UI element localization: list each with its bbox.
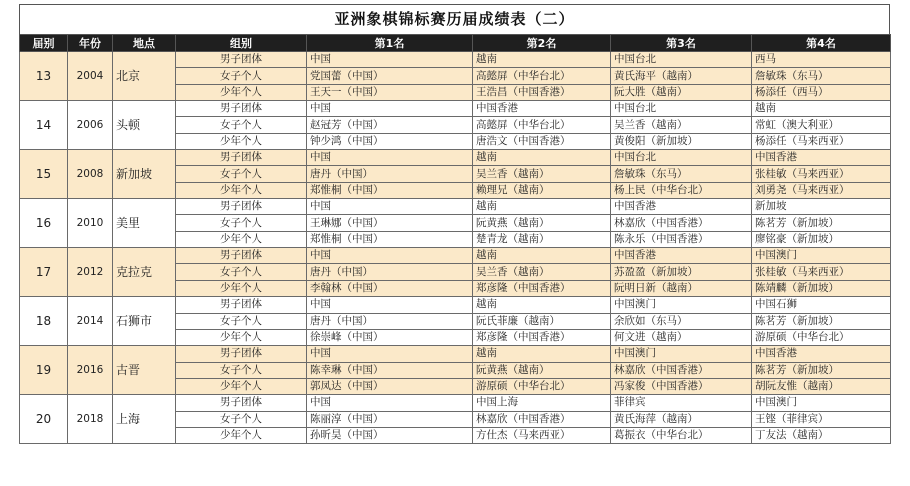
group-cell: 男子团体 [176, 52, 307, 68]
rank-4-cell: 张桂敏（马来西亚） [752, 166, 891, 182]
group-cell: 女子个人 [176, 313, 307, 329]
rank-4-cell: 中国澳门 [752, 248, 891, 264]
rank-1-cell: 孙昕昊（中国） [307, 427, 473, 443]
rank-1-cell: 中国 [307, 346, 473, 362]
place-cell: 美里 [113, 199, 176, 248]
group-cell: 女子个人 [176, 117, 307, 133]
rank-4-cell: 游原硕（中华台北） [752, 329, 891, 345]
rank-1-cell: 赵冠芳（中国） [307, 117, 473, 133]
year-cell: 2016 [68, 346, 113, 395]
rank-2-cell: 郑彦隆（中国香港） [473, 280, 611, 296]
group-cell: 男子团体 [176, 101, 307, 117]
results-body [20, 52, 891, 444]
place-cell: 北京 [113, 52, 176, 101]
rank-4-cell: 新加坡 [752, 199, 891, 215]
group-cell: 男子团体 [176, 395, 307, 411]
rank-3-cell: 中国台北 [611, 150, 752, 166]
rank-3-cell: 中国澳门 [611, 297, 752, 313]
rank-3-cell: 林嘉欣（中国香港） [611, 362, 752, 378]
rank-1-cell: 郭凤达（中国） [307, 378, 473, 394]
rank-3-cell: 中国香港 [611, 199, 752, 215]
table-row [20, 346, 891, 362]
rank-3-cell: 苏盈盈（新加坡） [611, 264, 752, 280]
rank-4-cell: 杨添任（马来西亚） [752, 133, 891, 149]
place-cell: 古晋 [113, 346, 176, 395]
table-row [20, 248, 891, 264]
rank-4-cell: 陈茗芳（新加坡） [752, 362, 891, 378]
rank-2-cell: 吴兰香（越南） [473, 264, 611, 280]
header-rank-4: 第4名 [752, 35, 891, 52]
rank-4-cell: 陈茗芳（新加坡） [752, 313, 891, 329]
rank-1-cell: 中国 [307, 101, 473, 117]
rank-1-cell: 中国 [307, 395, 473, 411]
rank-1-cell: 唐丹（中国） [307, 313, 473, 329]
rank-2-cell: 越南 [473, 297, 611, 313]
rank-2-cell: 越南 [473, 199, 611, 215]
rank-3-cell: 黄氏海萍（越南） [611, 411, 752, 427]
rank-3-cell: 陈永乐（中国香港） [611, 231, 752, 247]
rank-1-cell: 中国 [307, 199, 473, 215]
group-cell: 少年个人 [176, 231, 307, 247]
place-cell: 头顿 [113, 101, 176, 150]
rank-4-cell: 中国香港 [752, 346, 891, 362]
rank-2-cell: 游原硕（中华台北） [473, 378, 611, 394]
edition-cell: 18 [20, 297, 68, 346]
rank-1-cell: 李翰林（中国） [307, 280, 473, 296]
year-cell: 2004 [68, 52, 113, 101]
place-cell: 石狮市 [113, 297, 176, 346]
edition-cell: 13 [20, 52, 68, 101]
rank-2-cell: 越南 [473, 346, 611, 362]
table-row [20, 150, 891, 166]
group-cell: 少年个人 [176, 329, 307, 345]
rank-1-cell: 郑惟桐（中国） [307, 182, 473, 198]
rank-1-cell: 唐丹（中国） [307, 166, 473, 182]
rank-2-cell: 方仕杰（马来西亚） [473, 427, 611, 443]
rank-1-cell: 郑惟桐（中国） [307, 231, 473, 247]
rank-1-cell: 中国 [307, 297, 473, 313]
group-cell: 少年个人 [176, 427, 307, 443]
rank-4-cell: 詹敏珠（东马） [752, 68, 891, 84]
group-cell: 女子个人 [176, 411, 307, 427]
place-cell: 新加坡 [113, 150, 176, 199]
rank-3-cell: 詹敏珠（东马） [611, 166, 752, 182]
rank-3-cell: 中国香港 [611, 248, 752, 264]
rank-3-cell: 杨上民（中华台北） [611, 182, 752, 198]
rank-2-cell: 郑彦隆（中国香港） [473, 329, 611, 345]
rank-1-cell: 钟少鸿（中国） [307, 133, 473, 149]
rank-3-cell: 中国台北 [611, 101, 752, 117]
rank-4-cell: 胡阮友惟（越南） [752, 378, 891, 394]
rank-3-cell: 冯家俊（中国香港） [611, 378, 752, 394]
rank-2-cell: 王浩昌（中国香港） [473, 84, 611, 100]
rank-2-cell: 楚青龙（越南） [473, 231, 611, 247]
rank-3-cell: 余欣如（东马） [611, 313, 752, 329]
group-cell: 男子团体 [176, 150, 307, 166]
rank-2-cell: 中国上海 [473, 395, 611, 411]
year-cell: 2006 [68, 101, 113, 150]
header-year: 年份 [68, 35, 113, 52]
year-cell: 2008 [68, 150, 113, 199]
rank-1-cell: 陈幸琳（中国） [307, 362, 473, 378]
edition-cell: 14 [20, 101, 68, 150]
group-cell: 女子个人 [176, 362, 307, 378]
rank-1-cell: 徐崇峰（中国） [307, 329, 473, 345]
edition-cell: 17 [20, 248, 68, 297]
rank-4-cell: 丁友法（越南） [752, 427, 891, 443]
group-cell: 女子个人 [176, 264, 307, 280]
rank-2-cell: 阮黄燕（越南） [473, 215, 611, 231]
rank-1-cell: 王天一（中国） [307, 84, 473, 100]
table-row [20, 297, 891, 313]
rank-2-cell: 唐浩文（中国香港） [473, 133, 611, 149]
rank-3-cell: 吴兰香（越南） [611, 117, 752, 133]
rank-3-cell: 中国台北 [611, 52, 752, 68]
rank-4-cell: 陈靖麟（新加坡） [752, 280, 891, 296]
rank-1-cell: 王琳娜（中国） [307, 215, 473, 231]
group-cell: 女子个人 [176, 68, 307, 84]
rank-4-cell: 陈茗芳（新加坡） [752, 215, 891, 231]
group-cell: 女子个人 [176, 166, 307, 182]
place-cell: 上海 [113, 395, 176, 444]
sheet-title: 亚洲象棋锦标赛历届成绩表（二） [19, 4, 890, 34]
group-cell: 女子个人 [176, 215, 307, 231]
rank-3-cell: 中国澳门 [611, 346, 752, 362]
rank-4-cell: 越南 [752, 101, 891, 117]
rank-4-cell: 杨添任（西马） [752, 84, 891, 100]
table-row [20, 395, 891, 411]
year-cell: 2014 [68, 297, 113, 346]
rank-1-cell: 中国 [307, 248, 473, 264]
year-cell: 2012 [68, 248, 113, 297]
rank-3-cell: 葛振衣（中华台北） [611, 427, 752, 443]
rank-3-cell: 黄氏海平（越南） [611, 68, 752, 84]
group-cell: 少年个人 [176, 280, 307, 296]
header-row [20, 35, 891, 52]
rank-3-cell: 阮明日新（越南） [611, 280, 752, 296]
group-cell: 少年个人 [176, 378, 307, 394]
rank-2-cell: 越南 [473, 248, 611, 264]
rank-4-cell: 刘勇尧（马来西亚） [752, 182, 891, 198]
rank-1-cell: 中国 [307, 150, 473, 166]
group-cell: 男子团体 [176, 297, 307, 313]
rank-3-cell: 何文进（越南） [611, 329, 752, 345]
year-cell: 2018 [68, 395, 113, 444]
header-place: 地点 [113, 35, 176, 52]
table-row [20, 101, 891, 117]
rank-4-cell: 常虹（澳大利亚） [752, 117, 891, 133]
rank-2-cell: 阮氏菲廉（越南） [473, 313, 611, 329]
rank-1-cell: 唐丹（中国） [307, 264, 473, 280]
rank-2-cell: 林嘉欣（中国香港） [473, 411, 611, 427]
table-row [20, 52, 891, 68]
group-cell: 男子团体 [176, 248, 307, 264]
rank-3-cell: 阮大胜（越南） [611, 84, 752, 100]
rank-2-cell: 阮黄燕（越南） [473, 362, 611, 378]
header-group: 组别 [176, 35, 307, 52]
rank-2-cell: 中国香港 [473, 101, 611, 117]
rank-3-cell: 黄俊阳（新加坡） [611, 133, 752, 149]
rank-4-cell: 王铿（菲律宾） [752, 411, 891, 427]
rank-2-cell: 赖理兄（越南） [473, 182, 611, 198]
group-cell: 少年个人 [176, 133, 307, 149]
place-cell: 克拉克 [113, 248, 176, 297]
rank-1-cell: 中国 [307, 52, 473, 68]
rank-4-cell: 张桂敏（马来西亚） [752, 264, 891, 280]
header-rank-3: 第3名 [611, 35, 752, 52]
rank-1-cell: 党国蕾（中国） [307, 68, 473, 84]
rank-4-cell: 中国石狮 [752, 297, 891, 313]
edition-cell: 15 [20, 150, 68, 199]
header-rank-2: 第2名 [473, 35, 611, 52]
header-rank-1: 第1名 [307, 35, 473, 52]
rank-2-cell: 吴兰香（越南） [473, 166, 611, 182]
results-sheet [19, 4, 890, 444]
rank-4-cell: 西马 [752, 52, 891, 68]
edition-cell: 16 [20, 199, 68, 248]
year-cell: 2010 [68, 199, 113, 248]
rank-4-cell: 中国香港 [752, 150, 891, 166]
rank-3-cell: 菲律宾 [611, 395, 752, 411]
rank-3-cell: 林嘉欣（中国香港） [611, 215, 752, 231]
rank-2-cell: 高懿屏（中华台北） [473, 68, 611, 84]
rank-2-cell: 高懿屏（中华台北） [473, 117, 611, 133]
rank-2-cell: 越南 [473, 52, 611, 68]
group-cell: 少年个人 [176, 182, 307, 198]
group-cell: 少年个人 [176, 84, 307, 100]
rank-1-cell: 陈丽淳（中国） [307, 411, 473, 427]
edition-cell: 19 [20, 346, 68, 395]
group-cell: 男子团体 [176, 199, 307, 215]
rank-4-cell: 廖铭豪（新加坡） [752, 231, 891, 247]
table-row [20, 199, 891, 215]
rank-4-cell: 中国澳门 [752, 395, 891, 411]
group-cell: 男子团体 [176, 346, 307, 362]
results-table [19, 34, 891, 444]
edition-cell: 20 [20, 395, 68, 444]
rank-2-cell: 越南 [473, 150, 611, 166]
header-edition: 届别 [20, 35, 68, 52]
